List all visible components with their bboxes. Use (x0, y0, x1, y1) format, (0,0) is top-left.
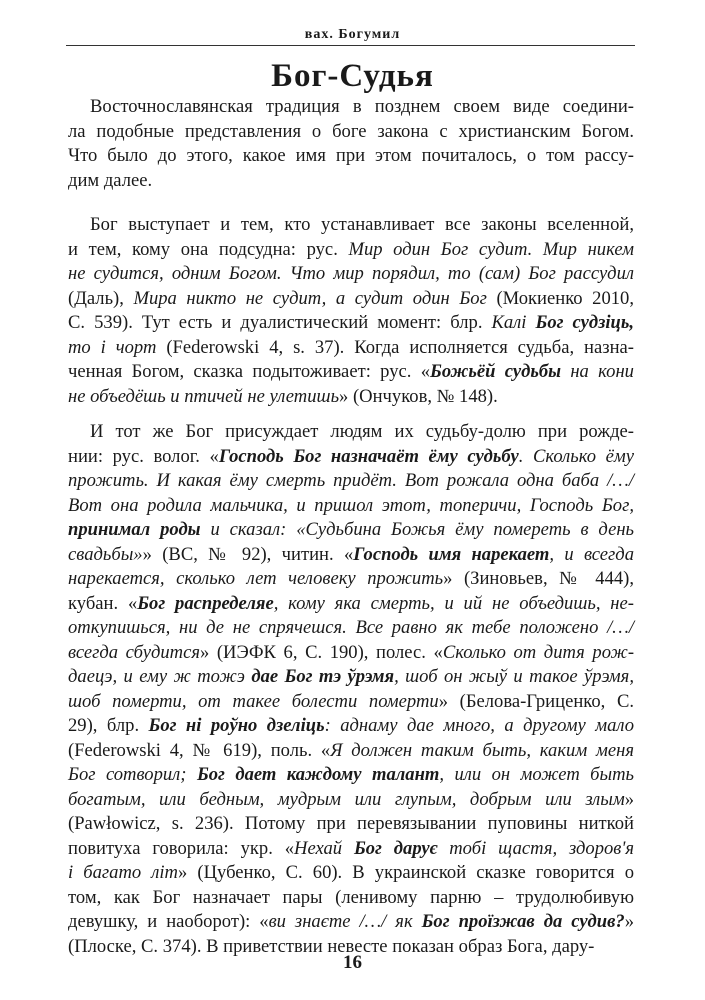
body-text: » (ВС, № 92), читин. « (142, 543, 354, 565)
page-number: 16 (343, 952, 362, 973)
quote-italic-text: не судится, одним Богом. Что мир порядил, то (сам) Бог рассудил (68, 263, 634, 284)
quote-italic-text: то і чорт (68, 336, 157, 358)
quote-italic-text: Нехай (294, 837, 354, 859)
body-text: » (Ончуков, № 148). (339, 385, 498, 407)
body-text: том, как Бог назначает пары (ленивому парню – трудолюбивую (68, 886, 634, 908)
body-text: кубан. « (68, 592, 138, 614)
body-text: Бог выступает и тем, кто устанавливает все законы вселенной, (90, 214, 634, 235)
text-line (68, 169, 634, 194)
text-line (68, 739, 634, 764)
body-text: Восточнославянская традиция в позднем своем виде соедини- (90, 96, 634, 117)
text-line (68, 812, 634, 837)
body-text: » (624, 911, 635, 932)
emphasis-bold-text: Бог распределяе (137, 592, 274, 614)
emphasis-bold-text: Господь Бог назначаёт ёму судьбу (218, 445, 519, 467)
emphasis-bold-text: Бог проїзжав да судив? (421, 911, 625, 932)
quote-italic-text: тобі щастя, здоров'я (437, 837, 634, 859)
body-text: (Federowski 4, s. 37). Когда исполняется судьба, назна- (156, 336, 634, 358)
text-line (68, 861, 634, 886)
quote-italic-text: прожить. И какая ёму смерть придёт. Вот рожала одна баба /…/ (68, 470, 634, 491)
text-line (68, 886, 634, 911)
body-text: нии: рус. волог. « (68, 445, 219, 467)
text-line (68, 543, 634, 568)
quote-italic-text: даецэ, и ему ж тожэ (68, 666, 252, 687)
quote-italic-text: Мира никто не судит, а судит один Бог (133, 287, 487, 309)
body-text: (Federowski 4, № 619), поль. « (68, 739, 331, 761)
body-text: Что было до этого, какое имя при этом почиталось, о том рассу- (68, 145, 634, 166)
text-line (68, 360, 634, 385)
body-text: ченная Богом, сказка подытоживает: рус. « (68, 361, 431, 382)
text-line (68, 445, 634, 470)
quote-italic-text: , или он может быть (439, 764, 635, 785)
quote-italic-text: на кони (561, 361, 634, 382)
text-line (68, 95, 634, 120)
header-rule (66, 45, 635, 46)
text-line (68, 120, 634, 145)
body-text: » (624, 788, 634, 810)
running-head: вах. Богумил (304, 27, 401, 42)
text-line (68, 144, 634, 169)
text-line (68, 238, 634, 263)
paragraph-1 (68, 95, 634, 193)
text-line (68, 665, 634, 690)
quote-italic-text: всегда сбудится (68, 641, 200, 663)
text-line (68, 788, 634, 813)
body-text: ла подобные представления о боге закона с христианским Богом. (68, 120, 634, 142)
body-text: повитуха говорила: укр. « (68, 837, 295, 859)
quote-italic-text: богатым, или бедным, мудрым или глупым, добрым или злым (68, 788, 625, 810)
quote-italic-text: , и всегда (549, 543, 634, 565)
body-text: И тот же Бог присуждает людям их судьбу-долю при рожде- (90, 421, 634, 442)
text-line (68, 262, 634, 287)
body-text: С. 539). Тут есть и дуалистический момент: блр. (68, 312, 492, 333)
paragraph-3 (68, 420, 634, 959)
emphasis-bold-text: принимал роды (68, 519, 201, 540)
quote-italic-text: откупишься, ни де не спрячешся. Все равно як тебе положено /…/ (68, 617, 634, 638)
text-line (68, 213, 634, 238)
quote-italic-text: не объедёшь и птичей не улетишь (68, 385, 340, 407)
text-line (68, 287, 634, 312)
body-text: » (Цубенко, С. 60). В украинской сказке говорится о (178, 862, 635, 883)
emphasis-bold-text: Бог судзіць, (535, 312, 634, 333)
text-line (68, 616, 634, 641)
quote-italic-text: Калі (491, 312, 536, 333)
text-line (68, 420, 634, 445)
emphasis-bold-text: Господь имя нарекает (353, 543, 550, 565)
emphasis-bold-text: Бог дарує (353, 837, 438, 859)
text-line (68, 336, 634, 361)
quote-italic-text: : аднаму дае много, а другому мало (324, 715, 635, 736)
quote-italic-text: і багато літ (68, 862, 178, 883)
quote-italic-text: , шоб он жыў и такое ўрэмя, (394, 666, 634, 687)
text-line (68, 641, 634, 666)
quote-italic-text: Я должен таким быть, каким меня (330, 739, 634, 761)
body-text: (Pawłowicz, s. 236). Потому при перевязывании пуповины ниткой (68, 813, 634, 834)
body-text: » (ИЭФК 6, С. 190), полес. « (199, 641, 443, 663)
body-text: (Даль), (68, 287, 134, 309)
emphasis-bold-text: дае Бог тэ ўрэмя (251, 666, 395, 687)
body-text: (Плоске, С. 374). В приветствии невесте показан образ Бога, дару- (68, 935, 595, 957)
body-text: 29), блр. (68, 715, 149, 736)
quote-italic-text: и сказал: «Судьбина Божья ёму помереть в день (200, 519, 635, 540)
quote-italic-text: свадьбы» (68, 543, 143, 565)
body-text: » (Зиновьев, № 444), (443, 568, 635, 589)
quote-italic-text: . Сколько ёму (518, 445, 634, 467)
text-line (68, 494, 634, 519)
text-line (68, 518, 634, 543)
text-line (68, 910, 634, 935)
quote-italic-text: нарекается, сколько лет человеку прожить (68, 568, 444, 589)
body-text: девушку, и наоборот): « (68, 911, 269, 932)
quote-italic-text: Мир один Бог судит. Мир никем (348, 238, 634, 260)
text-line (68, 592, 634, 617)
paragraph-2 (68, 213, 634, 409)
text-line (68, 469, 634, 494)
quote-italic-text: Бог сотворил; (68, 764, 197, 785)
text-line (68, 714, 634, 739)
text-line (68, 311, 634, 336)
body-text: » (Белова-Гриценко, С. (438, 690, 634, 712)
quote-italic-text: Вот она родила мальчика, и пришол этот, топеричи, Господь Бог, (68, 494, 634, 516)
text-line (68, 837, 634, 862)
emphasis-bold-text: Бог дает каждому талант (196, 764, 440, 785)
text-line (68, 385, 634, 410)
emphasis-bold-text: Бог ні роўно дзеліць (148, 715, 325, 736)
text-line (68, 763, 634, 788)
body-text: (Мокиенко 2010, (486, 287, 634, 309)
body-text: и тем, кому она подсудна: рус. (68, 238, 349, 260)
quote-italic-text: , кому яка смерть, и ий не объедишь, не- (273, 592, 634, 614)
body-text: дим далее. (68, 169, 153, 191)
chapter-title: Бог-Судья (271, 58, 434, 94)
emphasis-bold-text: Божьёй судьбы (430, 361, 562, 382)
text-line (68, 690, 634, 715)
text-line (68, 567, 634, 592)
quote-italic-text: ви знаєте /…/ як (268, 911, 422, 932)
quote-italic-text: шоб померти, от такее болести померти (68, 690, 439, 712)
quote-italic-text: Сколько от дитя рож- (442, 641, 635, 663)
